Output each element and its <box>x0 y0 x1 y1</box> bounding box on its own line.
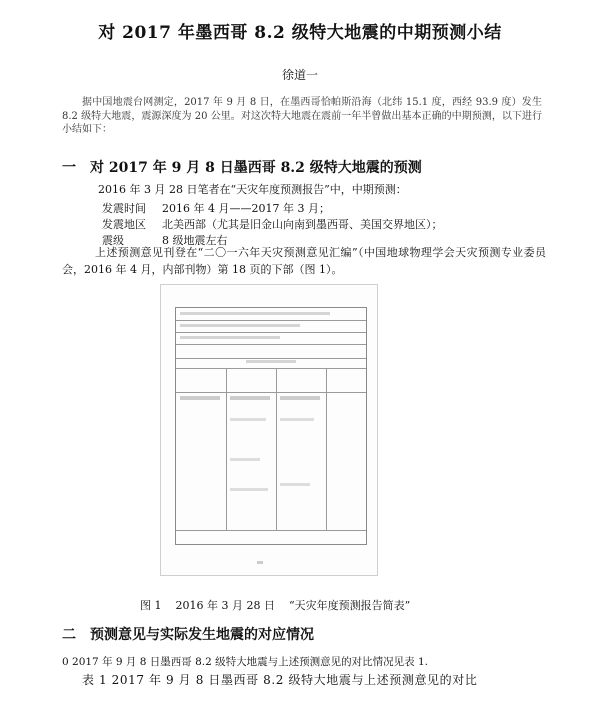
row-value: 2016 年 4 月——2017 年 3 月； <box>162 202 330 215</box>
section-1-heading <box>62 157 422 177</box>
row-label: 震级 <box>102 234 124 247</box>
section-2-title: 预测意见与实际发生地震的对应情况 <box>90 627 314 643</box>
row-value: 北美西部（尤其是旧金山向南到墨西哥、美国交界地区）； <box>162 218 443 231</box>
prediction-intro: 2016 年 3 月 28 日笔者在“天灾年度预测报告”中，中期预测： <box>98 183 407 196</box>
section-2-heading <box>62 624 314 644</box>
table-1-caption: 表 1 2017 年 9 月 8 日墨西哥 8.2 级特大地震与上述预测意见的对比 <box>82 673 478 687</box>
prediction-row-region <box>102 216 443 232</box>
source-paragraph: 上述预测意见刊登在“二〇一六年天灾预测意见汇编”（中国地球物理学会天灾预测专业委员会，2016 年 4 月，内部刊物）第 18 页的下部（图 1）。 <box>62 246 546 276</box>
section-1-number: 一 <box>62 160 76 176</box>
row-value: 8 级地震左右 <box>162 234 228 247</box>
scan-table-graphic <box>175 307 367 545</box>
row-label: 发震地区 <box>102 218 146 231</box>
section-1-title: 对 2017 年 9 月 8 日墨西哥 8.2 级特大地震的预测 <box>90 160 422 176</box>
author: 徐道一 <box>281 68 318 82</box>
section-2-number: 二 <box>62 627 76 643</box>
caption-number: 图 1 <box>140 599 162 612</box>
figure-1-scan <box>160 284 378 576</box>
row-label: 发震时间 <box>102 202 146 215</box>
table-reference-text: 0 2017 年 9 月 8 日墨西哥 8.2 级特大地震与上述预测意见的对比情况见表 1. <box>62 656 429 668</box>
abstract-paragraph: 据中国地震台网测定，2017 年 9 月 8 日，在墨西哥恰帕斯沿海（北纬 15.1 度，西经 93.9 度）发生 8.2 级特大地震，震源深度为 20 公里。对这次特大地震在震前一年半曾做出基本正确的中期预测，以下进行小结如下： <box>62 97 542 135</box>
figure-1-caption <box>140 597 424 613</box>
caption-date: 2016 年 3 月 28 日 <box>175 599 275 612</box>
prediction-row-time <box>102 200 330 216</box>
page-title: 对 2017 年墨西哥 8.2 级特大地震的中期预测小结 <box>98 23 502 43</box>
caption-text: “天灾年度预测报告简表” <box>288 599 411 612</box>
